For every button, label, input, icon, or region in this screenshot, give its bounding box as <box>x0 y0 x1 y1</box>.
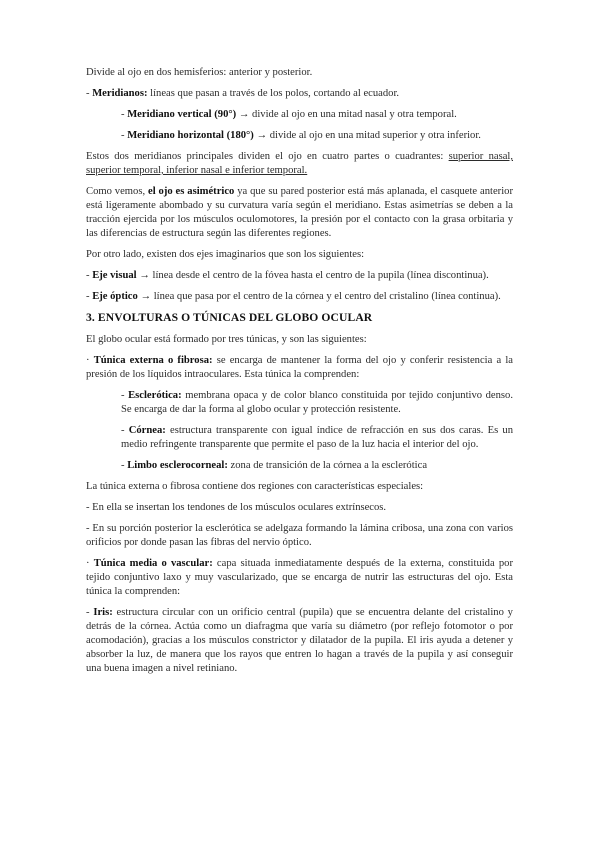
cuadrantes-text: Estos dos meridianos principales dividen el ojo en cuatro partes o cuadrantes: <box>86 151 449 162</box>
paragraph-tunicas-intro <box>86 333 513 347</box>
cornea-text: estructura transparente con igual índice de refracción en sus dos caras. Es un medio refringente transparente que permite el paso de la luz hacia el interior del ojo. <box>121 425 513 450</box>
eje-visual-text: → línea desde el centro de la fóvea hasta el centro de la pupila (línea discontinua). <box>136 270 489 281</box>
eje-optico-text: → línea que pasa por el centro de la córnea y el centro del cristalino (línea continua). <box>137 291 501 302</box>
region-2-text: - En su porción posterior la esclerótica se adelgaza formando la lámina cribosa, una zona con varios orificios por donde pasan las fibras del nervio óptico. <box>86 523 513 548</box>
region-1-text: - En ella se insertan los tendones de los músculos oculares extrínsecos. <box>86 502 387 513</box>
item-esclerotica <box>86 389 513 417</box>
item-meridianos <box>86 87 513 101</box>
ejes-intro-text: Por otro lado, existen dos ejes imaginarios que son los siguientes: <box>86 249 365 260</box>
asimetrico-bold: el ojo es asimétrico <box>148 186 235 197</box>
item-tunica-media <box>86 557 513 599</box>
regiones-intro-text: La túnica externa o fibrosa contiene dos regiones con características especiales: <box>86 481 424 492</box>
dash: - <box>86 88 93 99</box>
item-meridiano-horizontal <box>86 129 513 143</box>
dash: - <box>86 607 94 618</box>
esclerotica-label: Esclerótica: <box>128 390 182 401</box>
dash: - <box>121 460 128 471</box>
dash: - <box>121 109 128 120</box>
tunica-externa-label: Túnica externa o fibrosa: <box>93 355 213 366</box>
dash: - <box>121 425 129 436</box>
meridiano-vertical-label: Meridiano vertical (90°) <box>127 109 237 120</box>
meridianos-text: líneas que pasan a través de los polos, cortando al ecuador. <box>147 88 400 99</box>
paragraph-asimetrico <box>86 185 513 241</box>
tunica-media-text: capa situada inmediatamente después de la externa, constituida por tejido conjuntivo laxo y muy vascularizado, que se encarga de nutrir las estructuras del ojo. Esta túnica la comprenden: <box>86 558 513 597</box>
meridianos-label: Meridianos: <box>92 88 148 99</box>
paragraph-hemisferios <box>86 66 513 80</box>
cornea-label: Córnea: <box>128 425 166 436</box>
paragraph-cuadrantes <box>86 150 513 178</box>
limbo-text: zona de transición de la córnea a la esclerótica <box>227 460 428 471</box>
tunica-externa-text: se encarga de mantener la forma del ojo y conferir resistencia a la presión de los líquidos intraoculares. Esta túnica la comprenden: <box>86 355 513 380</box>
bullet: · <box>86 355 94 366</box>
item-limbo <box>86 459 513 473</box>
meridiano-horizontal-label: Meridiano horizontal (180°) <box>127 130 254 141</box>
item-cornea <box>86 424 513 452</box>
dash: - <box>86 291 93 302</box>
paragraph-regiones-intro <box>86 480 513 494</box>
tunicas-intro-text: El globo ocular está formado por tres túnicas, y son las siguientes: <box>86 334 367 345</box>
item-region-1 <box>86 501 513 515</box>
asimetrico-before: Como vemos, <box>86 186 148 197</box>
eje-visual-label: Eje visual <box>92 270 137 281</box>
item-eje-visual <box>86 269 513 283</box>
hemisferios-text: Divide al ojo en dos hemisferios: anterior y posterior. <box>86 67 313 78</box>
item-meridiano-vertical <box>86 108 513 122</box>
dash: - <box>86 270 93 281</box>
meridiano-vertical-text: → divide al ojo en una mitad nasal y otra temporal. <box>236 109 457 120</box>
eje-optico-label: Eje óptico <box>92 291 138 302</box>
cuadrantes-underlined: superior nasal, superior temporal, inferior nasal e inferior temporal. <box>86 151 513 176</box>
item-tunica-externa <box>86 354 513 382</box>
tunica-media-label: Túnica media o vascular: <box>93 558 213 569</box>
dash: - <box>121 130 128 141</box>
paragraph-ejes-intro <box>86 248 513 262</box>
dash: - <box>121 390 129 401</box>
item-eje-optico <box>86 290 513 304</box>
section-heading: 3. ENVOLTURAS O TÚNICAS DEL GLOBO OCULAR <box>86 311 373 324</box>
limbo-label: Limbo esclerocorneal: <box>127 460 228 471</box>
bullet: · <box>86 558 94 569</box>
meridiano-horizontal-text: → divide al ojo en una mitad superior y otra inferior. <box>253 130 481 141</box>
item-region-2 <box>86 522 513 550</box>
iris-text: estructura circular con un orificio central (pupila) que se encuentra delante del cristalino y detrás de la córnea. Actúa como un diafragma que varía su diámetro (por reflejo fotomotor o por acomodación), gracias a los músculos constrictor y dilatador de la pupila. El iris ayuda a detener y absorber la luz, de manera que los rayos que entren lo hagan a través de la pupila y así conseguir una buena imagen a nivel retiniano. <box>86 607 513 674</box>
asimetrico-after: ya que su pared posterior está más aplanada, el casquete anterior está ligeramente abombado y su curvatura varía según el meridiano. Estas asimetrías se deben a la tracción ejercida por los músculos oculomotores, la presión por el contacto con la grasa orbitaria y las diferencias de estructura según las diferentes regiones. <box>86 186 513 239</box>
esclerotica-text: membrana opaca y de color blanco constituida por tejido conjuntivo denso. Se encarga de dar la forma al globo ocular y protección resistente. <box>121 390 513 415</box>
item-iris <box>86 606 513 676</box>
iris-label: Iris: <box>93 607 113 618</box>
